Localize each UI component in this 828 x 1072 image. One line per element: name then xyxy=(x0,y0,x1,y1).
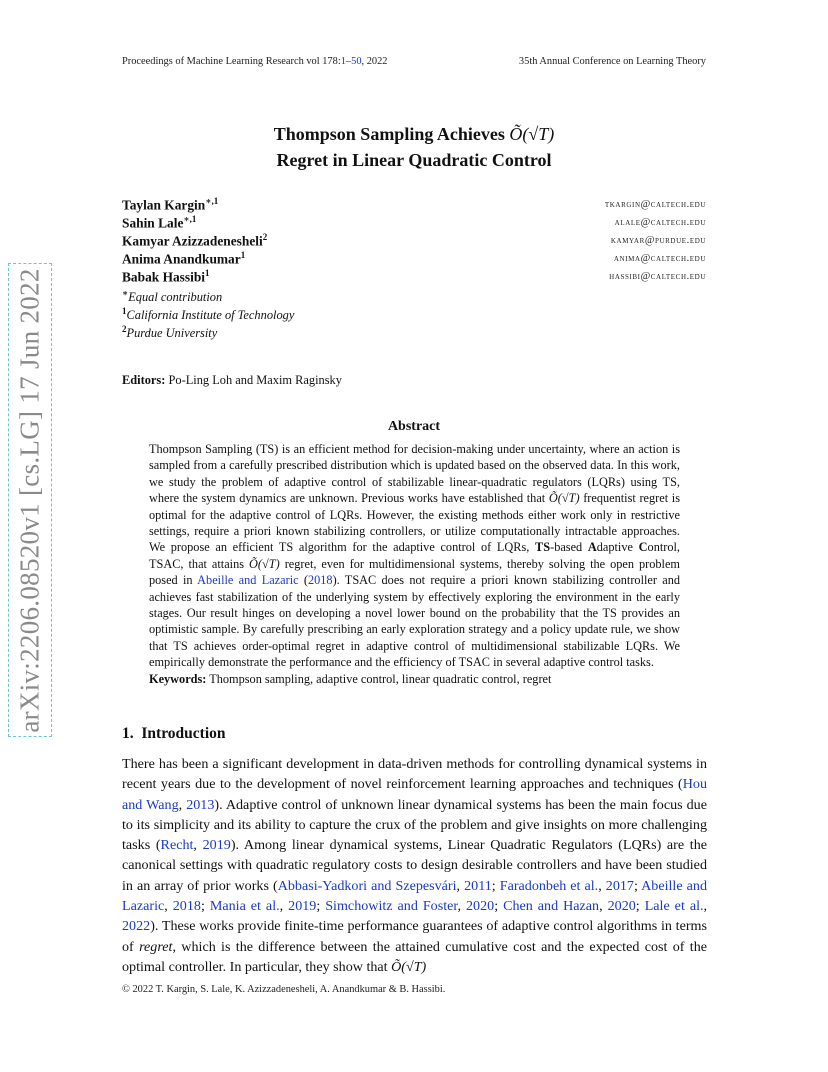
abstract-paragraph: Thompson Sampling (TS) is an efficient method for decision-making under uncertainty, where an action is sampled from a carefully prescribed distribution which is updated based on the observed data. In this work, we study the problem of adaptive control of stabilizable linear-quadratic regulators (LQRs) using TS, where the system dynamics are unknown. Previous works have established that Õ(√T) frequentist regret is optimal for the adaptive control of LQRs. However, the existing methods either work only in restrictive settings, require a priori known stabilizing controllers, or utilize computationally intractable approaches. We propose an efficient TS algorithm for the adaptive control of LQRs, TS-based Adaptive Control, TSAC, that attains Õ(√T) regret, even for multidimensional systems, thereby solving the open problem posed in Abeille and Lazaric (2018). TSAC does not require a priori known stabilizing controller and achieves fast stabilization of the underlying system by effectively exploring the environment in the early stages. Our result hinges on developing a novel lower bound on the probability that the TS provides an optimistic sample. By carefully prescribing an early exploration strategy and a policy update rule, we show that TS achieves order-optimal regret in adaptive control of multidimensional stabilizable LQRs. We empirically demonstrate the performance and the efficiency of TSAC in several adaptive control tasks. xyxy=(149,442,681,670)
abstract-math: Õ(√T) xyxy=(249,556,280,571)
intro-text: ). Among linear dynamical systems, Linear Quadratic Regulators (LQRs) are the canonical settings with quadratic regulatory costs to design desirable controllers and have been studied in an array of prior works ( xyxy=(122,837,708,894)
affiliation-marker: 1 xyxy=(122,306,127,316)
author-name-text: Babak Hassibi xyxy=(122,269,205,285)
author-name xyxy=(122,232,267,249)
affiliation-text: Purdue University xyxy=(126,326,218,341)
introduction-body xyxy=(122,754,707,977)
affiliation-marker: 2 xyxy=(122,324,127,334)
intro-paragraph: There has been a significant development in data-driven methods for controlling dynamical systems in recent years due to the development of novel reinforcement learning approaches and techniques (Hou and Wang, 2013). Adaptive control of unknown linear dynamical systems has been the main focus due to its simplicity and its ability to capture the crux of the problem and give insights on more challenging tasks (Recht, 2019). Among linear dynamical systems, Linear Quadratic Regulators (LQRs) are the canonical settings with quadratic regulatory costs to design desirable controllers and have been studied in an array of prior works (Abbasi-Yadkori and Szepesvári, 2011; Faradonbeh et al., 2017; Abeille and Lazaric, 2018; Mania et al., 2019; Simchowitz and Foster, 2020; Chen and Hazan, 2020; Lale et al., 2022). These works provide finite-time performance guarantees of adaptive control algorithms in terms of regret, which is the difference between the attained cumulative cost and the expected cost of the optimal controller. In particular, they show that Õ(√T) xyxy=(122,756,708,975)
intro-text: , which is the difference between the attained cumulative cost and the expected cost of the optimal controller. In particular, they show that xyxy=(122,938,708,975)
citation-year-link[interactable]: 2011 xyxy=(464,877,492,894)
keywords-label: Keywords: xyxy=(149,671,207,686)
author-email: anima@caltech.edu xyxy=(613,253,706,264)
citation-year-link[interactable]: 2013 xyxy=(186,796,215,813)
affiliation-text: Equal contribution xyxy=(128,290,223,305)
citation-link[interactable] xyxy=(197,573,298,587)
citation-year-link[interactable]: 2018 xyxy=(307,573,333,588)
keywords-line xyxy=(149,671,680,687)
section-title: Introduction xyxy=(141,725,226,742)
citation-link[interactable]: Lale et al. xyxy=(644,898,704,915)
abstract-text: ontrol, TSAC, that attains xyxy=(149,540,680,571)
paper-title-line-2: Regret in Linear Quadratic Control xyxy=(276,150,552,170)
abstract-text: frequentist regret is optimal for the adaptive control of LQRs. However, the existing methods either work only in restrictive settings, require a priori known stabilizing controllers, or utilize computationally intractable approaches. We propose an efficient TS algorithm for the adaptive control of LQRs, xyxy=(149,491,680,555)
author-superscript: 1 xyxy=(205,268,210,278)
abstract-bold: A xyxy=(587,540,597,555)
abstract-bold: TS xyxy=(535,540,551,555)
author-name xyxy=(122,214,196,231)
citation-link[interactable]: Abbasi-Yadkori and Szepesvári xyxy=(277,877,457,894)
author-name-text: Anima Anandkumar xyxy=(122,251,241,267)
abstract-bold: C xyxy=(638,540,648,555)
author-email: alale@caltech.edu xyxy=(614,217,706,228)
editors-names: Po-Ling Loh and Maxim Raginsky xyxy=(168,373,342,387)
abstract-heading: Abstract xyxy=(387,419,441,434)
author-superscript: 2 xyxy=(262,232,268,242)
author-superscript: ∗,1 xyxy=(183,214,197,224)
author-name xyxy=(122,268,210,285)
citation-link[interactable]: Mania et al. xyxy=(209,898,280,915)
author-name-text: Kamyar Azizzadenesheli xyxy=(122,233,263,249)
citation-year-link[interactable]: 2020 xyxy=(466,898,495,915)
citation-link[interactable]: Simchowitz and Foster xyxy=(325,898,458,915)
affiliation xyxy=(122,324,217,341)
author-name-text: Taylan Kargin xyxy=(122,197,206,213)
section-heading xyxy=(122,725,226,743)
page-range-dash: – xyxy=(345,56,352,67)
arxiv-stamp[interactable] xyxy=(8,263,52,737)
abstract-math: Õ(√T) xyxy=(548,491,580,506)
paper-title-line-1 xyxy=(0,120,828,148)
intro-text: ). Adaptive control of unknown linear dynamical systems has been the main focus due to its simplicity and its ability to capture the crux of the problem and give insights on more challenging tasks ( xyxy=(122,796,707,854)
abstract-body xyxy=(149,441,680,687)
citation-link[interactable]: Recht xyxy=(160,837,194,854)
intro-emphasis: regret xyxy=(139,938,173,955)
citation-link[interactable]: Chen and Hazan xyxy=(503,898,600,915)
citation-year-link[interactable]: 2018 xyxy=(172,898,201,915)
affiliation xyxy=(122,306,294,323)
intro-text: There has been a significant development in data-driven methods for controlling dynamical systems in recent years due to the development of novel reinforcement learning approaches and techniques ( xyxy=(122,756,707,793)
author-superscript: ∗,1 xyxy=(205,196,219,206)
affiliation-text: California Institute of Technology xyxy=(126,308,295,323)
abstract-text: Thompson Sampling (TS) is an efficient method for decision-making under uncertainty, where an action is sampled from a carefully prescribed distribution which is updated based on the observed data. In this work, we study the problem of adaptive control of stabilizable linear-quadratic regulators (LQRs) using TS, where the system dynamics are unknown. Previous works have established that xyxy=(149,442,680,506)
citation-year-link[interactable]: 2019 xyxy=(288,898,317,915)
editors-label: Editors: xyxy=(122,373,166,387)
author-email: tkargin@caltech.edu xyxy=(604,199,706,210)
running-header-left xyxy=(122,56,388,67)
citation-link[interactable]: Hou and Wang xyxy=(122,776,707,813)
citation-link[interactable]: Faradonbeh et al. xyxy=(499,877,599,894)
author-name xyxy=(122,196,218,213)
author-superscript: 1 xyxy=(240,250,246,260)
abstract-text: ). TSAC does not require a priori known stabilizing controller and achieves fast stabilization of the underlying system by effectively exploring the environment in the early stages. Our result hinges on developing a novel lower bound on the probability that the TS provides an optimistic sample. By carefully prescribing an early exploration strategy and a policy update rule, we show that TS achieves order-optimal regret in adaptive control of multidimensional stabilizable LQRs. We empirically demonstrate the performance and the efficiency of TSAC in several adaptive control tasks. xyxy=(149,573,681,670)
section-number: 1. xyxy=(122,725,134,742)
page-range-end-link[interactable]: 50 xyxy=(351,56,362,67)
arxiv-id: arXiv:2206.08520v1 [cs.LG] 17 Jun 2022 xyxy=(14,267,45,733)
citation-year-link[interactable]: 2020 xyxy=(607,898,636,915)
author-email: hassibi@caltech.edu xyxy=(609,271,706,282)
title-math: Õ(√T) xyxy=(509,124,555,144)
citation-year-link[interactable]: 2017 xyxy=(605,877,634,894)
keywords-text: Thompson sampling, adaptive control, linear quadratic control, regret xyxy=(209,671,552,686)
author-name-text: Sahin Lale xyxy=(122,215,184,231)
citation-year-link[interactable]: 2022 xyxy=(122,918,151,935)
editors-line xyxy=(122,373,342,388)
title-text: Thompson Sampling Achieves xyxy=(273,124,510,144)
proceedings-year: , 2022 xyxy=(361,56,388,67)
page-range-start-link[interactable]: 1 xyxy=(340,56,346,67)
abstract-text: daptive xyxy=(596,540,639,555)
affiliation xyxy=(122,288,222,305)
intro-math: Õ(√T) xyxy=(391,958,427,975)
intro-text: ). These works provide finite-time performance guarantees of adaptive control algorithms in terms of xyxy=(122,918,707,955)
abstract-text: regret, even for multidimensional systems, thereby solving the open problem posed in xyxy=(149,556,680,588)
affiliation-marker: ∗ xyxy=(122,288,129,298)
copyright-footer: © 2022 T. Kargin, S. Lale, K. Azizzadenesheli, A. Anandkumar & B. Hassibi. xyxy=(122,984,446,995)
running-header-right: 35th Annual Conference on Learning Theory xyxy=(518,56,706,67)
abstract-text: -based xyxy=(550,540,588,555)
author-name xyxy=(122,250,245,267)
citation-year-link[interactable]: 2019 xyxy=(202,837,231,854)
citation-link[interactable]: Abeille and Lazaric xyxy=(122,877,707,915)
author-email: kamyar@purdue.edu xyxy=(610,235,706,246)
proceedings-text: Proceedings of Machine Learning Research vol 178: xyxy=(122,56,341,67)
citation-author: Abeille and Lazaric xyxy=(197,573,299,588)
